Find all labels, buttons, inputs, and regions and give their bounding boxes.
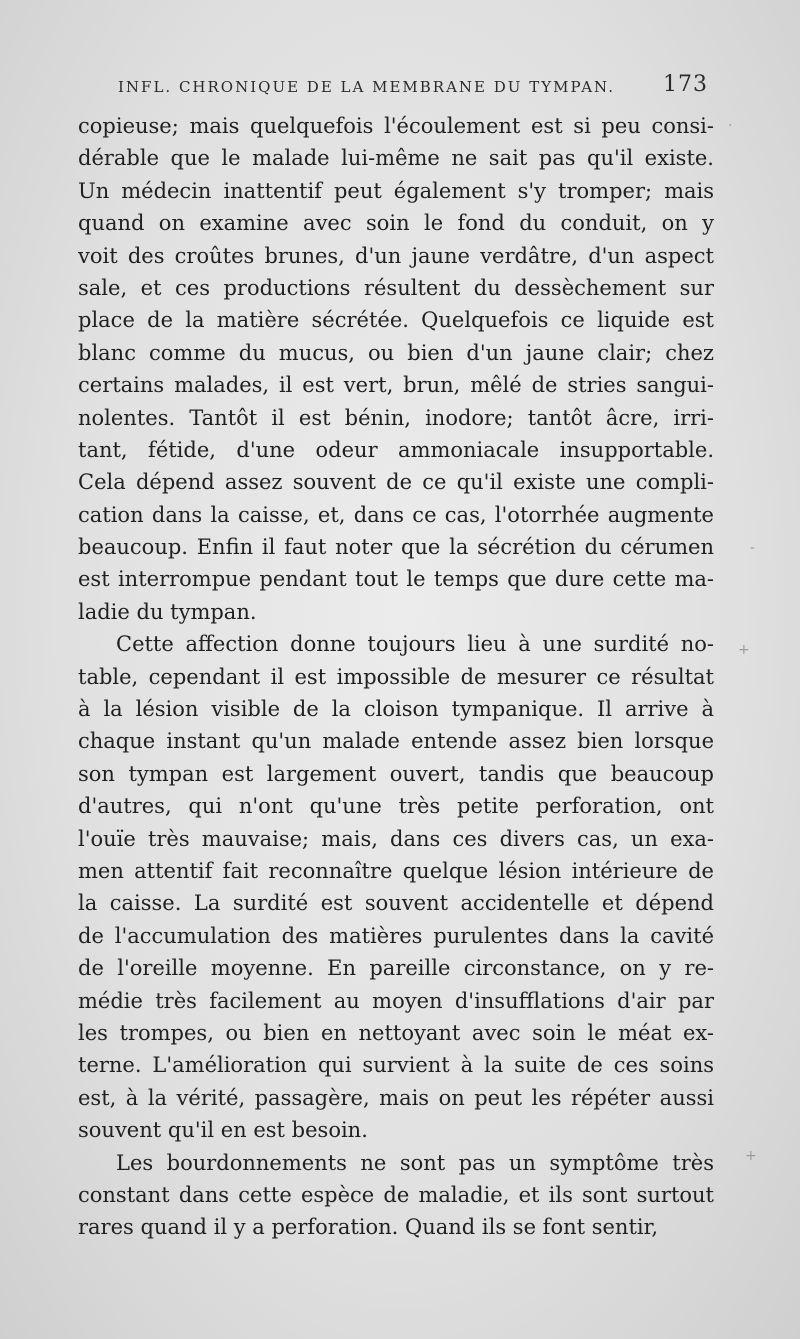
text-line: place de la matière sécrétée. Quelquefois ce liquide est [78, 308, 714, 333]
paragraph [78, 628, 714, 1146]
text-line: chaque instant qu'un malade entende assez bien lorsque [78, 729, 714, 754]
paragraph [78, 1147, 714, 1244]
text-line: l'ouïe très mauvaise; mais, dans ces divers cas, un exa- [78, 826, 714, 851]
text-line: dérable que le malade lui-même ne sait pas qu'il existe. [78, 146, 714, 171]
body-text [78, 110, 714, 1244]
text-line: tant, fétide, d'une odeur ammoniacale insupportable. [78, 437, 714, 462]
text-line: Cette affection donne toujours lieu à une surdité no- [116, 632, 714, 657]
text-line: terne. L'amélioration qui survient à la suite de ces soins [78, 1053, 714, 1078]
text-line: blanc comme du mucus, ou bien d'un jaune clair; chez [78, 340, 714, 365]
page-number: 173 [663, 72, 708, 97]
text-line: constant dans cette espèce de maladie, et ils sont surtout [78, 1182, 714, 1207]
text-line: à la lésion visible de la cloison tympanique. Il arrive à [78, 697, 714, 722]
text-line: est interrompue pendant tout le temps que dure cette ma- [78, 567, 714, 592]
text-line: souvent qu'il en est besoin. [78, 1118, 368, 1143]
text-line: table, cependant il est impossible de mesurer ce résultat [78, 664, 714, 689]
text-line: la caisse. La surdité est souvent accidentelle et dépend [78, 891, 714, 916]
text-line: les trompes, ou bien en nettoyant avec soin le méat ex- [78, 1020, 714, 1045]
text-line: quand on examine avec soin le fond du conduit, on y [78, 211, 714, 236]
margin-mark: + [745, 1148, 757, 1164]
text-line: Les bourdonnements ne sont pas un symptôme très [116, 1150, 714, 1175]
text-line: médie très facilement au moyen d'insufflations d'air par [78, 988, 714, 1013]
text-line: d'autres, qui n'ont qu'une très petite perforation, ont [78, 794, 714, 819]
text-line: nolentes. Tantôt il est bénin, inodore; tantôt âcre, irri- [78, 405, 714, 430]
text-line: rares quand il y a perforation. Quand ils se font sentir, [78, 1215, 659, 1240]
text-line: sale, et ces productions résultent du dessèchement sur [78, 275, 714, 300]
text-line: son tympan est largement ouvert, tandis que beaucoup [78, 761, 714, 786]
running-head [118, 72, 708, 102]
text-line: ladie du tympan. [78, 599, 257, 624]
margin-mark: - [750, 540, 756, 556]
running-title: INFL. CHRONIQUE DE LA MEMBRANE DU TYMPAN. [118, 78, 615, 96]
paragraph [78, 110, 714, 628]
text-line: copieuse; mais quelquefois l'écoulement est si peu consi- [78, 114, 714, 138]
text-line: cation dans la caisse, et, dans ce cas, l'otorrhée augmente [78, 502, 714, 527]
text-line: Cela dépend assez souvent de ce qu'il existe une compli- [78, 470, 714, 495]
text-line: certains malades, il est vert, brun, mêlé de stries sangui- [78, 373, 714, 398]
text-line: est, à la vérité, passagère, mais on peut les répéter aussi [78, 1085, 714, 1110]
text-line: de l'oreille moyenne. En pareille circonstance, on y re- [78, 956, 714, 981]
text-line: Un médecin inattentif peut également s'y tromper; mais [78, 178, 714, 203]
text-line: voit des croûtes brunes, d'un jaune verdâtre, d'un aspect [78, 243, 714, 268]
text-line: beaucoup. Enfin il faut noter que la sécrétion du cérumen [78, 535, 714, 560]
text-line: de l'accumulation des matières purulentes dans la cavité [78, 923, 714, 948]
margin-mark: + [738, 642, 750, 658]
text-line: men attentif fait reconnaître quelque lésion intérieure de [78, 858, 714, 883]
margin-mark: · [728, 118, 733, 134]
